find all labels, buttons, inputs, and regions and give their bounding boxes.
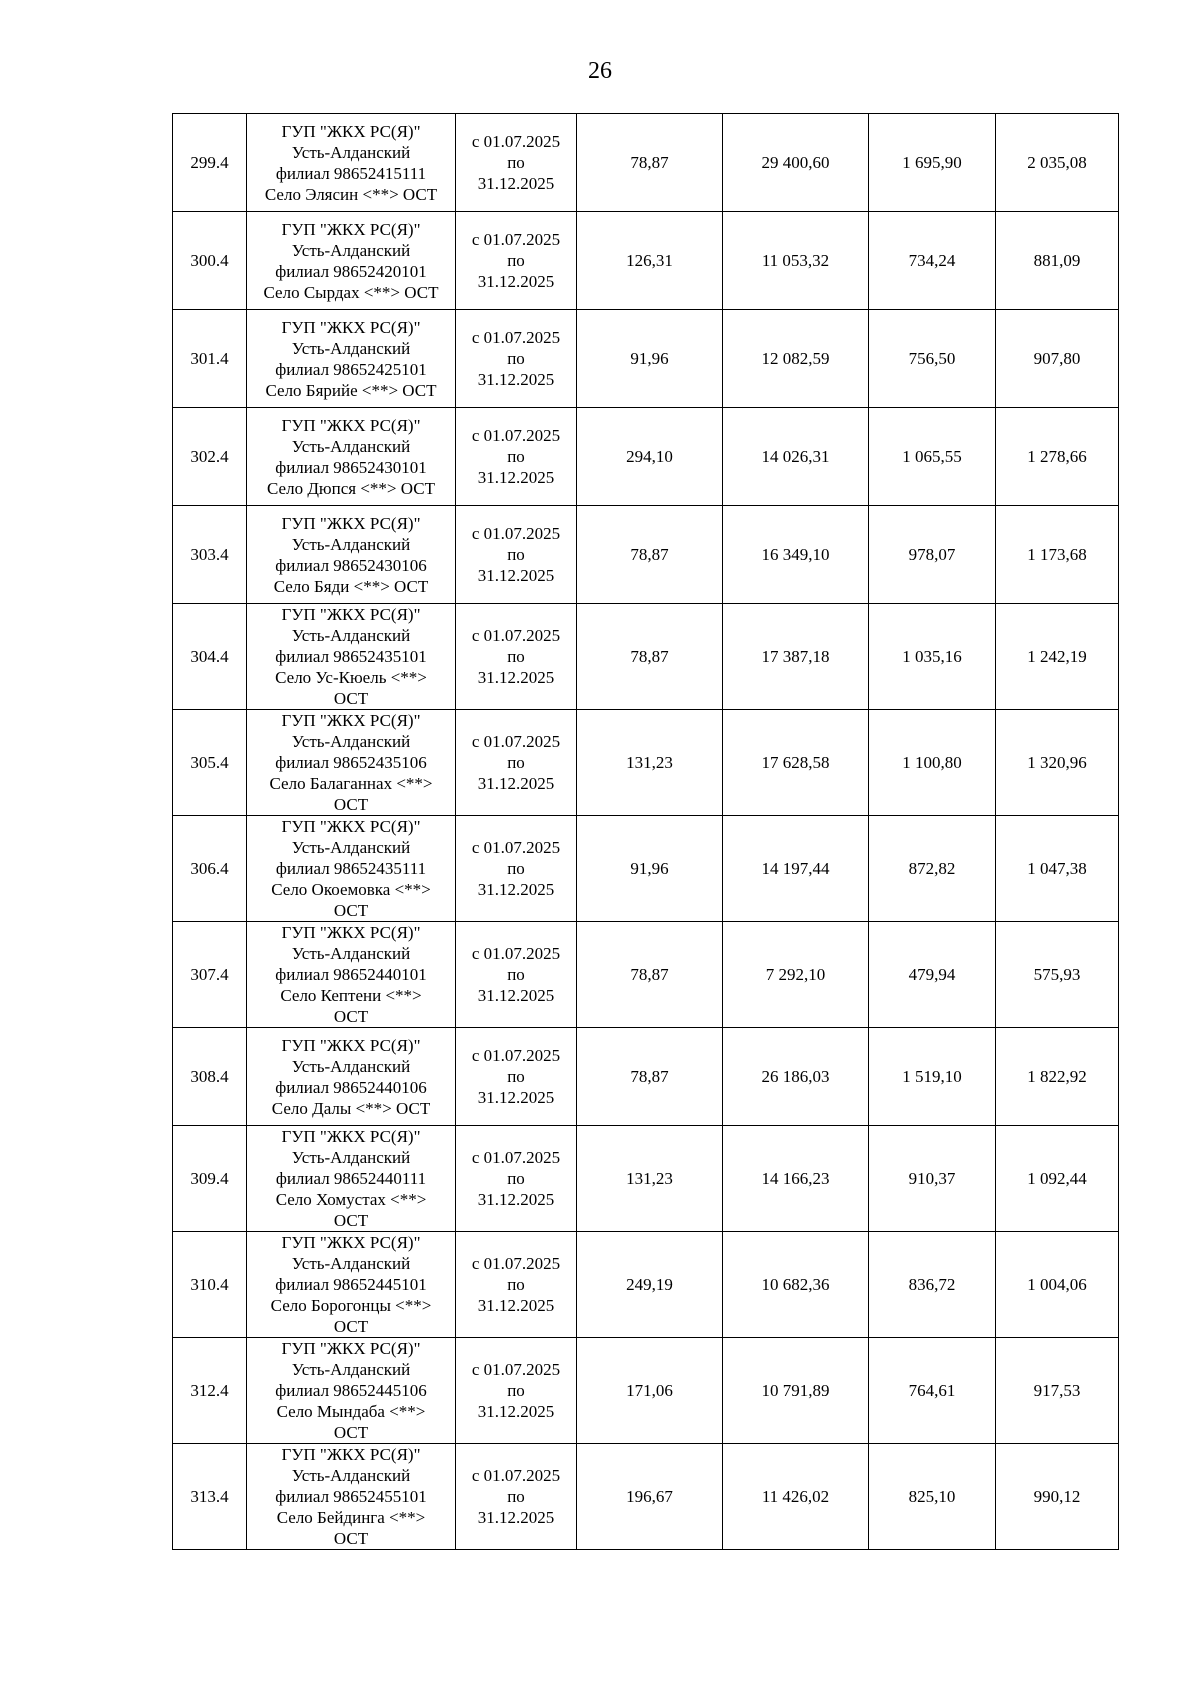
tariff-value-4-cell: 990,12: [996, 1444, 1119, 1550]
tariff-value-1-cell: 78,87: [577, 114, 723, 212]
organization-cell: ГУП "ЖКХ РС(Я)" Усть-Алданский филиал 98652415111 Село Элясин <**> ОСТ: [247, 114, 456, 212]
row-number-cell: 301.4: [173, 310, 247, 408]
tariff-value-3-cell: 1 035,16: [869, 604, 996, 710]
tariff-value-1-cell: 294,10: [577, 408, 723, 506]
tariff-value-4-cell: 1 092,44: [996, 1126, 1119, 1232]
table-row: [173, 114, 1119, 212]
row-number-cell: 308.4: [173, 1028, 247, 1126]
period-cell: с 01.07.2025 по 31.12.2025: [456, 922, 577, 1028]
table-row: [173, 212, 1119, 310]
tariff-value-1-cell: 131,23: [577, 710, 723, 816]
tariff-value-4-cell: 1 278,66: [996, 408, 1119, 506]
tariff-value-4-cell: 881,09: [996, 212, 1119, 310]
table-row: [173, 816, 1119, 922]
organization-cell: ГУП "ЖКХ РС(Я)" Усть-Алданский филиал 98652435106 Село Балаганнах <**> ОСТ: [247, 710, 456, 816]
tariff-value-2-cell: 11 426,02: [723, 1444, 869, 1550]
row-number-cell: 303.4: [173, 506, 247, 604]
tariff-value-2-cell: 16 349,10: [723, 506, 869, 604]
organization-cell: ГУП "ЖКХ РС(Я)" Усть-Алданский филиал 98652440106 Село Далы <**> ОСТ: [247, 1028, 456, 1126]
tariff-value-3-cell: 1 519,10: [869, 1028, 996, 1126]
organization-cell: ГУП "ЖКХ РС(Я)" Усть-Алданский филиал 98652440101 Село Кептени <**> ОСТ: [247, 922, 456, 1028]
tariff-value-4-cell: 1 822,92: [996, 1028, 1119, 1126]
tariff-value-1-cell: 171,06: [577, 1338, 723, 1444]
period-cell: с 01.07.2025 по 31.12.2025: [456, 816, 577, 922]
tariff-value-2-cell: 14 166,23: [723, 1126, 869, 1232]
period-cell: с 01.07.2025 по 31.12.2025: [456, 1338, 577, 1444]
organization-cell: ГУП "ЖКХ РС(Я)" Усть-Алданский филиал 98652430106 Село Бяди <**> ОСТ: [247, 506, 456, 604]
table-row: [173, 1444, 1119, 1550]
period-cell: с 01.07.2025 по 31.12.2025: [456, 1444, 577, 1550]
period-cell: с 01.07.2025 по 31.12.2025: [456, 506, 577, 604]
period-cell: с 01.07.2025 по 31.12.2025: [456, 710, 577, 816]
table-row: [173, 310, 1119, 408]
organization-cell: ГУП "ЖКХ РС(Я)" Усть-Алданский филиал 98652445101 Село Борогонцы <**> ОСТ: [247, 1232, 456, 1338]
tariff-value-3-cell: 734,24: [869, 212, 996, 310]
tariff-table: [172, 113, 1119, 1550]
row-number-cell: 312.4: [173, 1338, 247, 1444]
tariff-value-1-cell: 78,87: [577, 604, 723, 710]
tariff-value-4-cell: 1 242,19: [996, 604, 1119, 710]
tariff-value-2-cell: 26 186,03: [723, 1028, 869, 1126]
tariff-value-3-cell: 836,72: [869, 1232, 996, 1338]
table-row: [173, 1232, 1119, 1338]
tariff-value-2-cell: 14 026,31: [723, 408, 869, 506]
tariff-value-4-cell: 907,80: [996, 310, 1119, 408]
tariff-value-3-cell: 1 100,80: [869, 710, 996, 816]
tariff-value-3-cell: 872,82: [869, 816, 996, 922]
table-row: [173, 1126, 1119, 1232]
tariff-value-3-cell: 910,37: [869, 1126, 996, 1232]
row-number-cell: 307.4: [173, 922, 247, 1028]
tariff-value-2-cell: 17 628,58: [723, 710, 869, 816]
tariff-value-4-cell: 1 047,38: [996, 816, 1119, 922]
tariff-value-3-cell: 764,61: [869, 1338, 996, 1444]
tariff-value-1-cell: 196,67: [577, 1444, 723, 1550]
row-number-cell: 309.4: [173, 1126, 247, 1232]
table-row: [173, 604, 1119, 710]
tariff-value-3-cell: 978,07: [869, 506, 996, 604]
organization-cell: ГУП "ЖКХ РС(Я)" Усть-Алданский филиал 98652430101 Село Дюпся <**> ОСТ: [247, 408, 456, 506]
tariff-value-2-cell: 29 400,60: [723, 114, 869, 212]
tariff-value-1-cell: 91,96: [577, 816, 723, 922]
tariff-value-4-cell: 1 173,68: [996, 506, 1119, 604]
tariff-value-2-cell: 11 053,32: [723, 212, 869, 310]
row-number-cell: 313.4: [173, 1444, 247, 1550]
tariff-value-2-cell: 10 682,36: [723, 1232, 869, 1338]
tariff-value-4-cell: 1 320,96: [996, 710, 1119, 816]
tariff-value-1-cell: 249,19: [577, 1232, 723, 1338]
row-number-cell: 299.4: [173, 114, 247, 212]
organization-cell: ГУП "ЖКХ РС(Я)" Усть-Алданский филиал 98652420101 Село Сырдах <**> ОСТ: [247, 212, 456, 310]
tariff-value-3-cell: 1 695,90: [869, 114, 996, 212]
tariff-value-1-cell: 91,96: [577, 310, 723, 408]
organization-cell: ГУП "ЖКХ РС(Я)" Усть-Алданский филиал 98652435111 Село Окоемовка <**> ОСТ: [247, 816, 456, 922]
tariff-value-3-cell: 825,10: [869, 1444, 996, 1550]
tariff-value-2-cell: 7 292,10: [723, 922, 869, 1028]
period-cell: с 01.07.2025 по 31.12.2025: [456, 114, 577, 212]
period-cell: с 01.07.2025 по 31.12.2025: [456, 1028, 577, 1126]
tariff-value-4-cell: 2 035,08: [996, 114, 1119, 212]
tariff-value-1-cell: 78,87: [577, 922, 723, 1028]
tariff-value-1-cell: 78,87: [577, 506, 723, 604]
period-cell: с 01.07.2025 по 31.12.2025: [456, 408, 577, 506]
organization-cell: ГУП "ЖКХ РС(Я)" Усть-Алданский филиал 98652445106 Село Мындаба <**> ОСТ: [247, 1338, 456, 1444]
tariff-value-3-cell: 479,94: [869, 922, 996, 1028]
table-row: [173, 1028, 1119, 1126]
row-number-cell: 302.4: [173, 408, 247, 506]
tariff-value-3-cell: 1 065,55: [869, 408, 996, 506]
period-cell: с 01.07.2025 по 31.12.2025: [456, 604, 577, 710]
tariff-value-2-cell: 10 791,89: [723, 1338, 869, 1444]
table-row: [173, 922, 1119, 1028]
tariff-value-4-cell: 1 004,06: [996, 1232, 1119, 1338]
tariff-value-2-cell: 14 197,44: [723, 816, 869, 922]
period-cell: с 01.07.2025 по 31.12.2025: [456, 1126, 577, 1232]
table-row: [173, 1338, 1119, 1444]
table-row: [173, 710, 1119, 816]
tariff-table-body: [173, 114, 1119, 1550]
tariff-value-2-cell: 17 387,18: [723, 604, 869, 710]
tariff-value-1-cell: 78,87: [577, 1028, 723, 1126]
row-number-cell: 300.4: [173, 212, 247, 310]
table-row: [173, 506, 1119, 604]
organization-cell: ГУП "ЖКХ РС(Я)" Усть-Алданский филиал 98652455101 Село Бейдинга <**> ОСТ: [247, 1444, 456, 1550]
row-number-cell: 310.4: [173, 1232, 247, 1338]
row-number-cell: 306.4: [173, 816, 247, 922]
row-number-cell: 305.4: [173, 710, 247, 816]
tariff-value-3-cell: 756,50: [869, 310, 996, 408]
page-number: 26: [588, 58, 612, 84]
row-number-cell: 304.4: [173, 604, 247, 710]
organization-cell: ГУП "ЖКХ РС(Я)" Усть-Алданский филиал 98652425101 Село Бярийе <**> ОСТ: [247, 310, 456, 408]
tariff-value-1-cell: 126,31: [577, 212, 723, 310]
tariff-value-2-cell: 12 082,59: [723, 310, 869, 408]
tariff-value-1-cell: 131,23: [577, 1126, 723, 1232]
period-cell: с 01.07.2025 по 31.12.2025: [456, 212, 577, 310]
tariff-value-4-cell: 575,93: [996, 922, 1119, 1028]
period-cell: с 01.07.2025 по 31.12.2025: [456, 310, 577, 408]
organization-cell: ГУП "ЖКХ РС(Я)" Усть-Алданский филиал 98652435101 Село Ус-Кюель <**> ОСТ: [247, 604, 456, 710]
period-cell: с 01.07.2025 по 31.12.2025: [456, 1232, 577, 1338]
tariff-value-4-cell: 917,53: [996, 1338, 1119, 1444]
organization-cell: ГУП "ЖКХ РС(Я)" Усть-Алданский филиал 98652440111 Село Хомустах <**> ОСТ: [247, 1126, 456, 1232]
table-row: [173, 408, 1119, 506]
